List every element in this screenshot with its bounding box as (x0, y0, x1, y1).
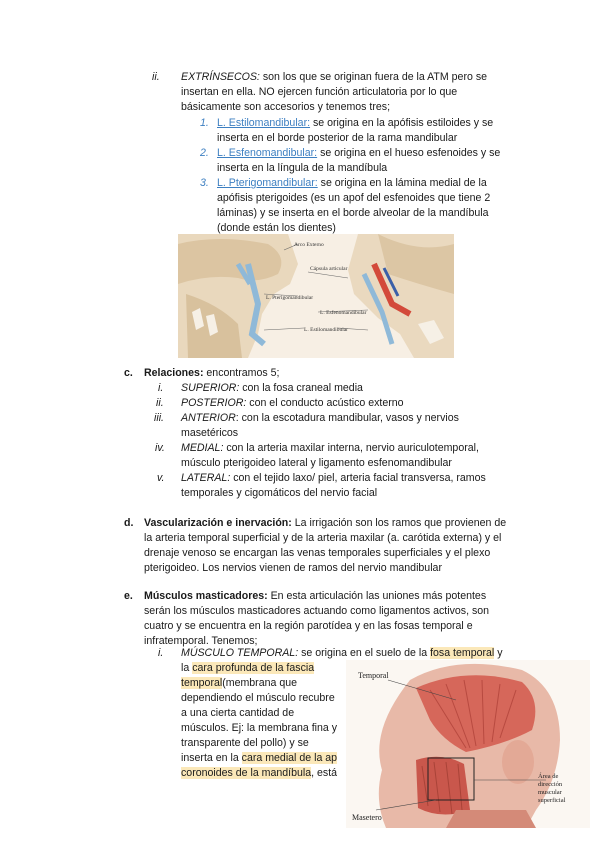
text: (membrana que (222, 677, 298, 689)
term: POSTERIOR: (181, 397, 247, 409)
list-marker: i. (158, 647, 164, 659)
section-marker: c. (124, 367, 133, 379)
list-item-line: masetéricos (181, 427, 239, 439)
list-number: 1. (200, 117, 209, 129)
list-item-line: músculos. Ej: la membrana fina y (181, 722, 338, 734)
list-marker: v. (157, 472, 165, 484)
list-item (181, 381, 363, 397)
paragraph-line: infratemporal. Tenemos; (144, 635, 258, 647)
text: se origina en el hueso esfenoides y se (317, 147, 501, 159)
text: la (181, 662, 193, 674)
list-item (181, 411, 459, 427)
text: con el conducto acústico externo (246, 397, 404, 409)
text: inserta en la (181, 752, 242, 764)
highlight: fosa temporal (430, 647, 495, 659)
list-item-line: inserta en la língula de la mandíbula (217, 162, 388, 174)
text: son los que se originan fuera de la ATM pero se (259, 71, 488, 83)
term-link[interactable]: L. Estilomandibular: (217, 117, 311, 129)
tmj-ligaments-figure (178, 234, 454, 358)
list-item-line: transparente del pollo) y se (181, 737, 309, 749)
term: ANTERIOR (181, 412, 236, 424)
list-item-line: láminas) y se inserta en el borde alveolar de la mandíbula (217, 207, 489, 219)
list-marker: ii. (156, 397, 164, 409)
section-heading (144, 516, 506, 532)
list-item-line: (donde están los dientes) (217, 222, 336, 234)
fig2-label-area: Área de dirección muscular superficial (538, 773, 566, 804)
text: : con la escotadura mandibular, vasos y nervios (235, 412, 459, 424)
paragraph-line: cuatro y se encuentra en la región parotídea y en las fosas temporal e (144, 620, 473, 632)
text: se origina en la lámina medial de la (317, 177, 487, 189)
list-item-line (181, 661, 314, 677)
term-link[interactable]: L. Esfenomandibular: (217, 147, 318, 159)
fig1-label: L. Estilomandibular (304, 327, 348, 333)
list-marker: iv. (155, 442, 165, 454)
list-item (181, 441, 479, 457)
list-marker: i. (158, 382, 164, 394)
list-number: 3. (200, 177, 209, 189)
fig1-label: L. Esfenomandibular (320, 310, 367, 316)
list-item-line: a una cierta cantidad de (181, 707, 295, 719)
heading-musculos: Músculos masticadores: (144, 590, 268, 602)
paragraph-line: la arteria temporal superficial y de la arteria maxilar (a. carótida externa) y el (144, 532, 502, 544)
text: con la fosa craneal media (239, 382, 363, 394)
paragraph-line: drenaje venoso se encargan las venas temporales superficiales y el plexo (144, 547, 491, 559)
section-marker: d. (124, 517, 134, 529)
term-link[interactable]: L. Pterigomandibular: (217, 177, 318, 189)
highlight: temporal (181, 677, 223, 689)
list-item (181, 396, 404, 412)
list-item (217, 146, 500, 162)
term: SUPERIOR: (181, 382, 240, 394)
list-item-line: dependiendo el músculo recubre (181, 692, 335, 704)
list-item-line (181, 751, 337, 767)
text: En esta articulación las uniones más potentes (267, 590, 487, 602)
highlight: coronoides de la mandíbula (181, 767, 312, 779)
term: LATERAL: (181, 472, 231, 484)
list-item (181, 471, 486, 487)
paragraph-line: serán los músculos masticadores actuando como ligamentos activos, son (144, 605, 490, 617)
fig1-label: Arco Externo (294, 242, 324, 248)
list-item-line: inserta en el borde posterior de la rama mandibular (217, 132, 458, 144)
term: MEDIAL: (181, 442, 224, 454)
list-item-line: músculo pterigoideo lateral y ligamento esfenomandibular (181, 457, 452, 469)
heading-relaciones: Relaciones: (144, 367, 204, 379)
highlight: cara profunda de la fascia (192, 662, 315, 674)
temporal-muscle-figure (346, 660, 590, 828)
text: con el tejido laxo/ piel, arteria facial transversa, ramos (230, 472, 486, 484)
list-item-line: apófisis pterigoides (es un apof del esfenoides que tiene 2 (217, 192, 491, 204)
term: MÚSCULO TEMPORAL: (181, 647, 299, 659)
section-marker: e. (124, 590, 133, 602)
heading-vascularizacion: Vascularización e inervación: (144, 517, 292, 529)
paragraph-line: insertan en ella. NO ejercen función articulatoria por lo que (181, 86, 458, 98)
heading-extrinsecos: EXTRÍNSECOS: (181, 71, 260, 83)
highlight: cara medial de la ap (241, 752, 338, 764)
text: encontramos 5; (203, 367, 280, 379)
list-item-line: temporales y cigomáticos del nervio facial (181, 487, 378, 499)
list-item-line (181, 676, 297, 692)
text: con la arteria maxilar interna, nervio auriculotemporal, (223, 442, 479, 454)
list-item (217, 116, 493, 132)
fig1-label: L. Pterigomandibular (266, 295, 314, 301)
list-item (217, 176, 487, 192)
list-number: 2. (200, 147, 209, 159)
text: se origina en la apófisis estiloides y se (310, 117, 494, 129)
list-marker: iii. (154, 412, 165, 424)
text: se origina en el suelo de la (298, 647, 431, 659)
list-item-line (181, 766, 337, 782)
fig2-label-masetero: Masetero (352, 813, 382, 822)
paragraph-line: pterigoideo. Los nervios vienen de ramos del nervio mandibular (144, 562, 442, 574)
text: , está (311, 767, 338, 779)
section-heading (144, 589, 486, 605)
text: y (494, 647, 503, 659)
text: La irrigación son los ramos que provienen de (291, 517, 507, 529)
paragraph-line: básicamente son accesorios y tenemos tres; (181, 101, 391, 113)
list-marker: ii. (152, 71, 160, 83)
section-heading (144, 366, 279, 382)
paragraph-line (181, 70, 487, 86)
fig1-label: Cápsula articular (310, 266, 348, 272)
fig2-label-temporal: Temporal (358, 671, 389, 680)
